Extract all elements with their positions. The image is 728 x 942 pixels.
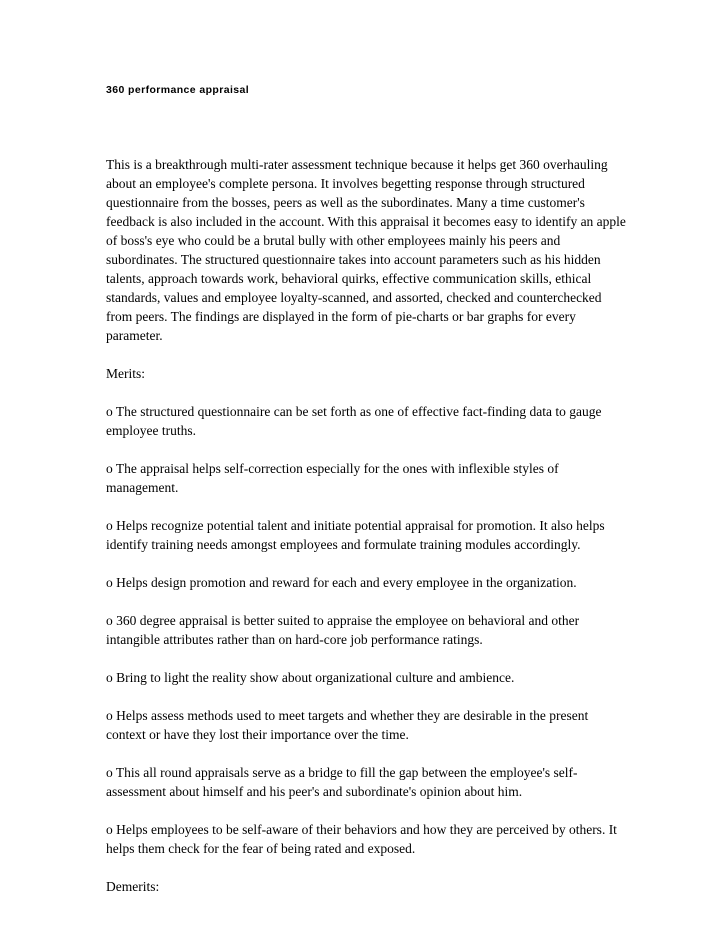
document-body [106,155,626,915]
merit-item: o Bring to light the reality show about organizational culture and ambience. [106,670,515,685]
merits-heading: Merits: [106,366,145,381]
merit-item: o Helps recognize potential talent and initiate potential appraisal for promotion. It also helps identify training needs amongst employees and formulate training modules accordingly. [106,518,605,552]
document-title: 360 performance appraisal [106,84,250,96]
merit-item: o 360 degree appraisal is better suited to appraise the employee on behavioral and other intangible attributes rather than on hard-core job performance ratings. [106,613,580,647]
intro-paragraph: This is a breakthrough multi-rater assessment technique because it helps get 360 overhauling about an employee's complete persona. It involves begetting response through structured questionnaire from the bosses, peers as well as the subordinates. Many a time customer's feedback is also included in the account. With this appraisal it becomes easy to identify an apple of boss's eye who could be a brutal bully with other employees mainly his peers and subordinates. The structured questionnaire takes into account parameters such as his hidden talents, approach towards work, behavioral quirks, effective communication skills, ethical standards, values and employee loyalty-scanned, and assorted, checked and counterchecked from peers. The findings are displayed in the form of pie-charts or bar graphs for every parameter. [106,157,626,343]
merit-item: o Helps design promotion and reward for each and every employee in the organization. [106,575,577,590]
merit-item: o The appraisal helps self-correction especially for the ones with inflexible styles of management. [106,461,559,495]
merit-item: o This all round appraisals serve as a bridge to fill the gap between the employee's self-assessment about himself and his peer's and subordinate's opinion about him. [106,765,578,799]
merit-item: o Helps assess methods used to meet targets and whether they are desirable in the present context or have they lost their importance over the time. [106,708,589,742]
merit-item: o Helps employees to be self-aware of their behaviors and how they are perceived by others. It helps them check for the fear of being rated and exposed. [106,822,617,856]
demerits-heading: Demerits: [106,879,160,894]
merit-item: o The structured questionnaire can be set forth as one of effective fact-finding data to gauge employee truths. [106,404,602,438]
